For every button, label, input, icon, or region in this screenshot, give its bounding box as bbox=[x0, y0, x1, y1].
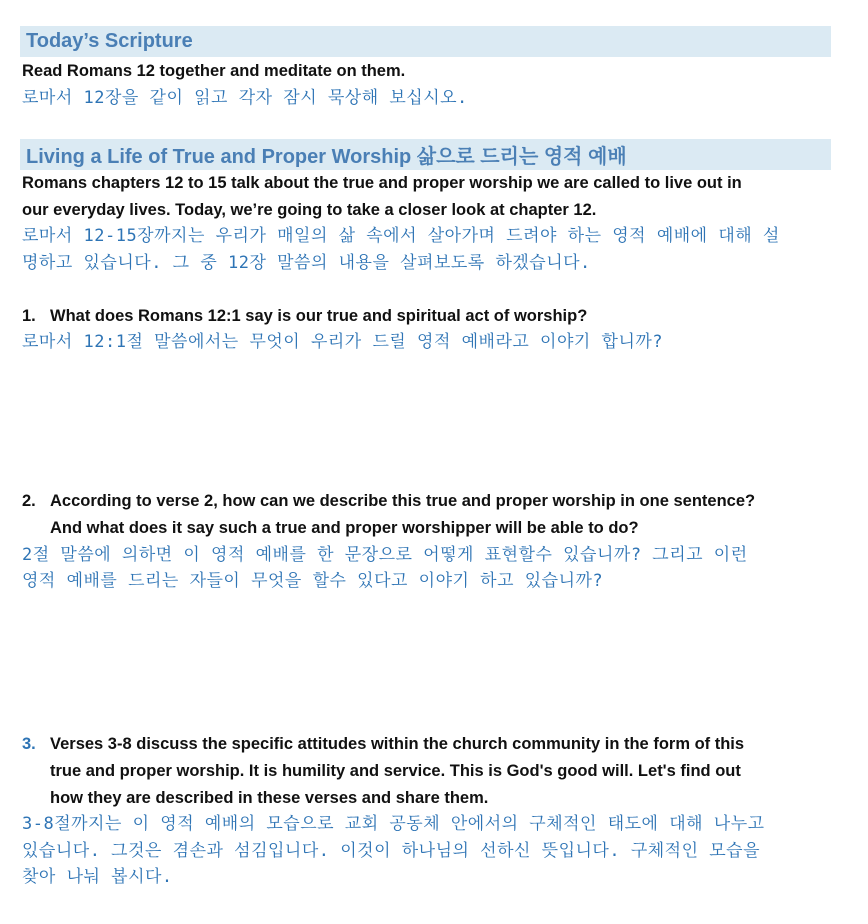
question-3-ko-line-3: 찾아 나눠 봅시다. bbox=[22, 867, 173, 887]
question-2-en-line-2: And what does it say such a true and proper worshipper will be able to do? bbox=[50, 519, 639, 537]
question-2-ko-line-1: 2절 말씀에 의하면 이 영적 예배를 한 문장으로 어떻게 표현할수 있습니까? 그리고 이런 bbox=[22, 545, 748, 565]
scripture-instruction-en: Read Romans 12 together and meditate on them. bbox=[22, 62, 406, 80]
scripture-heading: Today’s Scripture bbox=[26, 30, 193, 52]
worship-intro-en-line-1: Romans chapters 12 to 15 talk about the true and proper worship we are called to live out in bbox=[22, 174, 742, 192]
question-3-en-line-2: true and proper worship. It is humility and service. This is God's good will. Let's find out bbox=[50, 762, 741, 780]
scripture-instruction-ko: 로마서 12장을 같이 읽고 각자 잠시 묵상해 보십시오. bbox=[22, 88, 468, 108]
worship-intro-en-line-2: our everyday lives. Today, we’re going to take a closer look at chapter 12. bbox=[22, 201, 597, 219]
question-3-number: 3. bbox=[22, 735, 36, 753]
worship-heading-bar bbox=[20, 139, 831, 170]
scripture-heading-bar bbox=[20, 26, 831, 57]
question-3-en-line-3: how they are described in these verses and share them. bbox=[50, 789, 489, 807]
question-2-ko-line-2: 영적 예배를 드리는 자들이 무엇을 할수 있다고 이야기 하고 있습니까? bbox=[22, 571, 604, 591]
worship-intro-ko-line-1: 로마서 12-15장까지는 우리가 매일의 삶 속에서 살아가며 드려야 하는 영적 예배에 대해 설 bbox=[22, 226, 780, 246]
question-1-ko-line-1: 로마서 12:1절 말씀에서는 무엇이 우리가 드릴 영적 예배라고 이야기 합니까? bbox=[22, 332, 664, 352]
question-2-number: 2. bbox=[22, 492, 36, 510]
question-3-ko-line-2: 있습니다. 그것은 겸손과 섬김입니다. 이것이 하나님의 선하신 뜻입니다. 구체적인 모습을 bbox=[22, 841, 761, 861]
worship-heading: Living a Life of True and Proper Worship 삶으로 드리는 영적 예배 bbox=[26, 146, 627, 168]
question-1-number: 1. bbox=[22, 307, 36, 325]
question-2-en-line-1: According to verse 2, how can we describe this true and proper worship in one sentence? bbox=[50, 492, 756, 510]
question-3-en-line-1: Verses 3-8 discuss the specific attitudes within the church community in the form of this bbox=[50, 735, 745, 753]
question-3-ko-line-1: 3-8절까지는 이 영적 예배의 모습으로 교회 공동체 안에서의 구체적인 태도에 대해 나누고 bbox=[22, 814, 765, 834]
question-1-en-line-1: What does Romans 12:1 say is our true and spiritual act of worship? bbox=[50, 307, 588, 325]
worship-intro-ko-line-2: 명하고 있습니다. 그 중 12장 말씀의 내용을 살펴보도록 하겠습니다. bbox=[22, 253, 591, 273]
